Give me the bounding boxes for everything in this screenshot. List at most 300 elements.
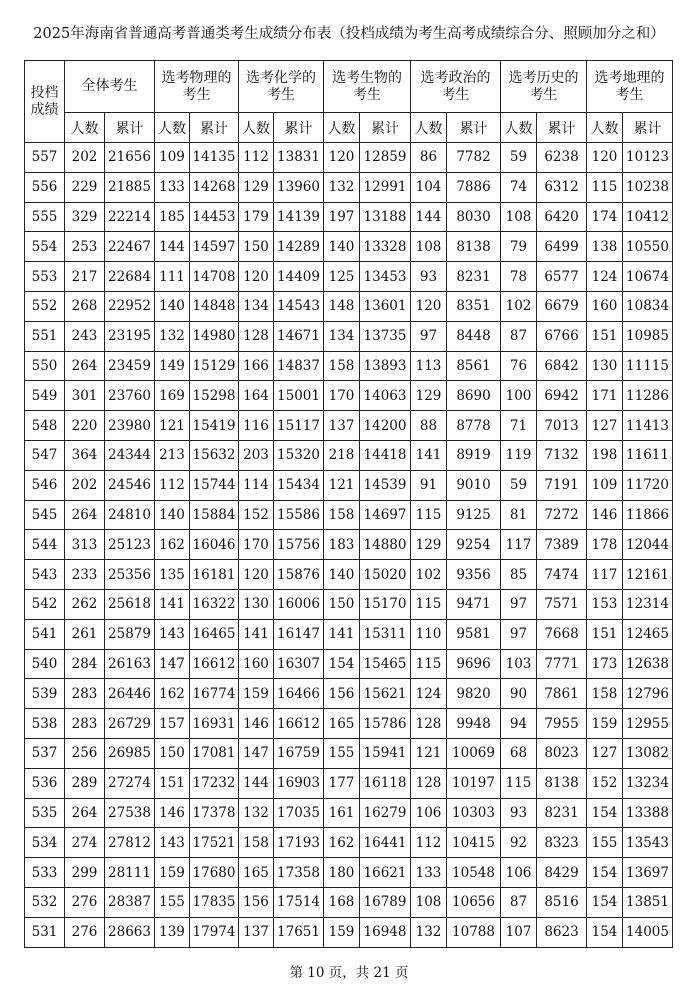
value-cell: 17974: [190, 917, 239, 947]
value-cell: 268: [65, 291, 105, 321]
value-cell: 203: [239, 440, 274, 470]
value-cell: 12044: [623, 530, 673, 560]
header-group: 选考地理的考生: [587, 61, 673, 113]
value-cell: 25123: [105, 530, 155, 560]
value-cell: 128: [239, 321, 274, 351]
value-cell: 9254: [447, 530, 501, 560]
value-cell: 14539: [360, 470, 411, 500]
value-cell: 121: [155, 411, 190, 441]
value-cell: 97: [501, 619, 537, 649]
value-cell: 15621: [360, 679, 411, 709]
value-cell: 115: [501, 768, 537, 798]
score-cell: 543: [25, 560, 65, 590]
value-cell: 7474: [537, 560, 587, 590]
value-cell: 9820: [447, 679, 501, 709]
value-cell: 121: [411, 738, 447, 768]
value-cell: 16612: [190, 649, 239, 679]
value-cell: 9010: [447, 470, 501, 500]
value-cell: 27538: [105, 798, 155, 828]
value-cell: 13851: [623, 887, 673, 917]
score-cell: 546: [25, 470, 65, 500]
value-cell: 15756: [274, 530, 324, 560]
value-cell: 16466: [274, 679, 324, 709]
value-cell: 16006: [274, 589, 324, 619]
value-cell: 120: [239, 262, 274, 292]
value-cell: 114: [239, 470, 274, 500]
value-cell: 16759: [274, 738, 324, 768]
value-cell: 13082: [623, 738, 673, 768]
value-cell: 111: [155, 262, 190, 292]
table-body: [25, 143, 673, 948]
value-cell: 112: [411, 828, 447, 858]
value-cell: 146: [239, 709, 274, 739]
value-cell: 14139: [274, 202, 324, 232]
value-cell: 27274: [105, 768, 155, 798]
value-cell: 129: [239, 172, 274, 202]
table-row: [25, 440, 673, 470]
table-row: [25, 738, 673, 768]
value-cell: 68: [501, 738, 537, 768]
value-cell: 8138: [537, 768, 587, 798]
value-cell: 6942: [537, 381, 587, 411]
value-cell: 106: [411, 798, 447, 828]
value-cell: 140: [324, 560, 360, 590]
table-row: [25, 649, 673, 679]
value-cell: 144: [239, 768, 274, 798]
value-cell: 162: [155, 530, 190, 560]
page-footer: 第 10 页，共 21 页: [289, 965, 409, 981]
value-cell: 115: [587, 172, 623, 202]
value-cell: 128: [411, 768, 447, 798]
value-cell: 14837: [274, 351, 324, 381]
value-cell: 8516: [537, 887, 587, 917]
value-cell: 76: [501, 351, 537, 381]
value-cell: 6238: [537, 143, 587, 173]
value-cell: 6766: [537, 321, 587, 351]
value-cell: 264: [65, 798, 105, 828]
score-cell: 553: [25, 262, 65, 292]
value-cell: 313: [65, 530, 105, 560]
value-cell: 8919: [447, 440, 501, 470]
score-cell: 551: [25, 321, 65, 351]
value-cell: 8023: [537, 738, 587, 768]
value-cell: 179: [239, 202, 274, 232]
value-cell: 153: [587, 589, 623, 619]
table-row: [25, 589, 673, 619]
value-cell: 129: [411, 381, 447, 411]
value-cell: 213: [155, 440, 190, 470]
value-cell: 108: [501, 202, 537, 232]
value-cell: 158: [587, 679, 623, 709]
value-cell: 116: [239, 411, 274, 441]
value-cell: 91: [411, 470, 447, 500]
table-row: [25, 262, 673, 292]
value-cell: 183: [324, 530, 360, 560]
value-cell: 113: [411, 351, 447, 381]
value-cell: 22952: [105, 291, 155, 321]
score-cell: 542: [25, 589, 65, 619]
value-cell: 140: [155, 291, 190, 321]
value-cell: 7886: [447, 172, 501, 202]
table-row: [25, 500, 673, 530]
value-cell: 90: [501, 679, 537, 709]
value-cell: 10197: [447, 768, 501, 798]
value-cell: 9125: [447, 500, 501, 530]
score-cell: 534: [25, 828, 65, 858]
value-cell: 97: [501, 589, 537, 619]
value-cell: 21656: [105, 143, 155, 173]
value-cell: 154: [587, 887, 623, 917]
value-cell: 125: [324, 262, 360, 292]
value-cell: 24344: [105, 440, 155, 470]
value-cell: 154: [324, 649, 360, 679]
value-cell: 15298: [190, 381, 239, 411]
value-cell: 162: [324, 828, 360, 858]
value-cell: 124: [411, 679, 447, 709]
score-cell: 544: [25, 530, 65, 560]
table-row: [25, 321, 673, 351]
value-cell: 243: [65, 321, 105, 351]
score-cell: 545: [25, 500, 65, 530]
value-cell: 12638: [623, 649, 673, 679]
value-cell: 150: [239, 232, 274, 262]
value-cell: 14005: [623, 917, 673, 947]
value-cell: 12859: [360, 143, 411, 173]
table-row: [25, 679, 673, 709]
value-cell: 9696: [447, 649, 501, 679]
score-distribution-table: [24, 60, 673, 948]
score-cell: 550: [25, 351, 65, 381]
value-cell: 7132: [537, 440, 587, 470]
value-cell: 159: [587, 709, 623, 739]
value-cell: 14418: [360, 440, 411, 470]
value-cell: 25356: [105, 560, 155, 590]
table-row: [25, 560, 673, 590]
value-cell: 144: [155, 232, 190, 262]
value-cell: 8323: [537, 828, 587, 858]
value-cell: 10415: [447, 828, 501, 858]
value-cell: 7191: [537, 470, 587, 500]
value-cell: 87: [501, 887, 537, 917]
value-cell: 14063: [360, 381, 411, 411]
value-cell: 17378: [190, 798, 239, 828]
value-cell: 14409: [274, 262, 324, 292]
value-cell: 6842: [537, 351, 587, 381]
value-cell: 151: [587, 321, 623, 351]
value-cell: 159: [239, 679, 274, 709]
header-count: 人数: [239, 113, 274, 143]
value-cell: 261: [65, 619, 105, 649]
value-cell: 17035: [274, 798, 324, 828]
value-cell: 166: [239, 351, 274, 381]
value-cell: 185: [155, 202, 190, 232]
value-cell: 124: [587, 262, 623, 292]
value-cell: 180: [324, 858, 360, 888]
score-cell: 531: [25, 917, 65, 947]
value-cell: 115: [411, 589, 447, 619]
value-cell: 17835: [190, 887, 239, 917]
value-cell: 14543: [274, 291, 324, 321]
table-row: [25, 232, 673, 262]
score-cell: 540: [25, 649, 65, 679]
table-row: [25, 887, 673, 917]
value-cell: 10834: [623, 291, 673, 321]
value-cell: 301: [65, 381, 105, 411]
value-cell: 15320: [274, 440, 324, 470]
value-cell: 7771: [537, 649, 587, 679]
header-cumulative: 累计: [537, 113, 587, 143]
value-cell: 7861: [537, 679, 587, 709]
value-cell: 13735: [360, 321, 411, 351]
value-cell: 21885: [105, 172, 155, 202]
value-cell: 127: [587, 411, 623, 441]
value-cell: 87: [501, 321, 537, 351]
value-cell: 154: [587, 798, 623, 828]
value-cell: 15001: [274, 381, 324, 411]
header-count: 人数: [411, 113, 447, 143]
value-cell: 276: [65, 917, 105, 947]
value-cell: 134: [239, 291, 274, 321]
value-cell: 10123: [623, 143, 673, 173]
value-cell: 141: [411, 440, 447, 470]
value-cell: 14980: [190, 321, 239, 351]
value-cell: 17651: [274, 917, 324, 947]
value-cell: 117: [587, 560, 623, 590]
value-cell: 139: [155, 917, 190, 947]
value-cell: 102: [411, 560, 447, 590]
value-cell: 132: [324, 172, 360, 202]
value-cell: 110: [411, 619, 447, 649]
value-cell: 173: [587, 649, 623, 679]
value-cell: 158: [324, 351, 360, 381]
value-cell: 12955: [623, 709, 673, 739]
value-cell: 170: [239, 530, 274, 560]
value-cell: 202: [65, 470, 105, 500]
value-cell: 16621: [360, 858, 411, 888]
value-cell: 13234: [623, 768, 673, 798]
value-cell: 24810: [105, 500, 155, 530]
value-cell: 102: [501, 291, 537, 321]
value-cell: 23195: [105, 321, 155, 351]
table-row: [25, 143, 673, 173]
value-cell: 26446: [105, 679, 155, 709]
value-cell: 15117: [274, 411, 324, 441]
value-cell: 12314: [623, 589, 673, 619]
value-cell: 7571: [537, 589, 587, 619]
value-cell: 23980: [105, 411, 155, 441]
value-cell: 171: [587, 381, 623, 411]
value-cell: 10069: [447, 738, 501, 768]
value-cell: 8448: [447, 321, 501, 351]
value-cell: 233: [65, 560, 105, 590]
value-cell: 17680: [190, 858, 239, 888]
value-cell: 15876: [274, 560, 324, 590]
table-row: [25, 202, 673, 232]
value-cell: 11611: [623, 440, 673, 470]
table-row: [25, 351, 673, 381]
value-cell: 132: [155, 321, 190, 351]
value-cell: 59: [501, 470, 537, 500]
value-cell: 13188: [360, 202, 411, 232]
value-cell: 6312: [537, 172, 587, 202]
value-cell: 158: [239, 828, 274, 858]
score-cell: 547: [25, 440, 65, 470]
value-cell: 16903: [274, 768, 324, 798]
value-cell: 159: [155, 858, 190, 888]
value-cell: 177: [324, 768, 360, 798]
value-cell: 93: [501, 798, 537, 828]
value-cell: 112: [155, 470, 190, 500]
value-cell: 149: [155, 351, 190, 381]
table-row: [25, 381, 673, 411]
value-cell: 17193: [274, 828, 324, 858]
value-cell: 141: [324, 619, 360, 649]
value-cell: 28387: [105, 887, 155, 917]
value-cell: 165: [239, 858, 274, 888]
table-row: [25, 619, 673, 649]
value-cell: 14671: [274, 321, 324, 351]
value-cell: 168: [324, 887, 360, 917]
value-cell: 16147: [274, 619, 324, 649]
value-cell: 16465: [190, 619, 239, 649]
value-cell: 140: [155, 500, 190, 530]
header-group: 全体考生: [65, 61, 155, 113]
value-cell: 15434: [274, 470, 324, 500]
page-title: 2025年海南省普通高考普通类考生成绩分布表（投档成绩为考生高考成绩综合分、照顾加分之和）: [33, 26, 665, 42]
value-cell: 289: [65, 768, 105, 798]
value-cell: 364: [65, 440, 105, 470]
value-cell: 274: [65, 828, 105, 858]
value-cell: 16307: [274, 649, 324, 679]
value-cell: 144: [411, 202, 447, 232]
value-cell: 15419: [190, 411, 239, 441]
header-score: 投档成绩: [25, 61, 65, 143]
value-cell: 106: [501, 858, 537, 888]
value-cell: 14289: [274, 232, 324, 262]
value-cell: 220: [65, 411, 105, 441]
value-cell: 24546: [105, 470, 155, 500]
table-row: [25, 768, 673, 798]
value-cell: 157: [155, 709, 190, 739]
value-cell: 85: [501, 560, 537, 590]
value-cell: 108: [411, 232, 447, 262]
value-cell: 9356: [447, 560, 501, 590]
value-cell: 178: [587, 530, 623, 560]
value-cell: 130: [239, 589, 274, 619]
value-cell: 148: [324, 291, 360, 321]
value-cell: 12161: [623, 560, 673, 590]
score-cell: 533: [25, 858, 65, 888]
value-cell: 13388: [623, 798, 673, 828]
value-cell: 7668: [537, 619, 587, 649]
header-row-groups: [25, 61, 673, 113]
value-cell: 229: [65, 172, 105, 202]
header-group: 选考生物的考生: [324, 61, 411, 113]
value-cell: 104: [411, 172, 447, 202]
value-cell: 283: [65, 709, 105, 739]
value-cell: 17521: [190, 828, 239, 858]
value-cell: 115: [411, 500, 447, 530]
value-cell: 14848: [190, 291, 239, 321]
value-cell: 156: [324, 679, 360, 709]
score-cell: 552: [25, 291, 65, 321]
header-count: 人数: [65, 113, 105, 143]
value-cell: 161: [324, 798, 360, 828]
value-cell: 137: [324, 411, 360, 441]
value-cell: 10985: [623, 321, 673, 351]
value-cell: 262: [65, 589, 105, 619]
value-cell: 8351: [447, 291, 501, 321]
score-cell: 555: [25, 202, 65, 232]
value-cell: 10303: [447, 798, 501, 828]
value-cell: 202: [65, 143, 105, 173]
header-count: 人数: [501, 113, 537, 143]
value-cell: 218: [324, 440, 360, 470]
value-cell: 59: [501, 143, 537, 173]
value-cell: 120: [411, 291, 447, 321]
score-cell: 535: [25, 798, 65, 828]
value-cell: 120: [239, 560, 274, 590]
value-cell: 197: [324, 202, 360, 232]
header-group: 选考历史的考生: [501, 61, 587, 113]
value-cell: 154: [587, 858, 623, 888]
value-cell: 14135: [190, 143, 239, 173]
value-cell: 132: [411, 917, 447, 947]
value-cell: 16948: [360, 917, 411, 947]
value-cell: 94: [501, 709, 537, 739]
value-cell: 150: [155, 738, 190, 768]
value-cell: 15465: [360, 649, 411, 679]
value-cell: 152: [239, 500, 274, 530]
value-cell: 7013: [537, 411, 587, 441]
table-row: [25, 291, 673, 321]
value-cell: 299: [65, 858, 105, 888]
value-cell: 133: [155, 172, 190, 202]
value-cell: 264: [65, 500, 105, 530]
value-cell: 107: [501, 917, 537, 947]
value-cell: 198: [587, 440, 623, 470]
value-cell: 130: [587, 351, 623, 381]
value-cell: 78: [501, 262, 537, 292]
value-cell: 169: [155, 381, 190, 411]
value-cell: 9471: [447, 589, 501, 619]
value-cell: 8429: [537, 858, 587, 888]
value-cell: 15020: [360, 560, 411, 590]
table-row: [25, 172, 673, 202]
value-cell: 16612: [274, 709, 324, 739]
value-cell: 9948: [447, 709, 501, 739]
table-row: [25, 411, 673, 441]
value-cell: 253: [65, 232, 105, 262]
table-row: [25, 709, 673, 739]
value-cell: 158: [324, 500, 360, 530]
value-cell: 128: [411, 709, 447, 739]
value-cell: 13697: [623, 858, 673, 888]
value-cell: 14268: [190, 172, 239, 202]
value-cell: 28111: [105, 858, 155, 888]
value-cell: 15632: [190, 440, 239, 470]
value-cell: 11866: [623, 500, 673, 530]
value-cell: 13328: [360, 232, 411, 262]
value-cell: 15744: [190, 470, 239, 500]
value-cell: 17081: [190, 738, 239, 768]
value-cell: 17232: [190, 768, 239, 798]
value-cell: 127: [587, 738, 623, 768]
header-row-sub: [25, 113, 673, 143]
value-cell: 217: [65, 262, 105, 292]
table-row: [25, 828, 673, 858]
value-cell: 25879: [105, 619, 155, 649]
